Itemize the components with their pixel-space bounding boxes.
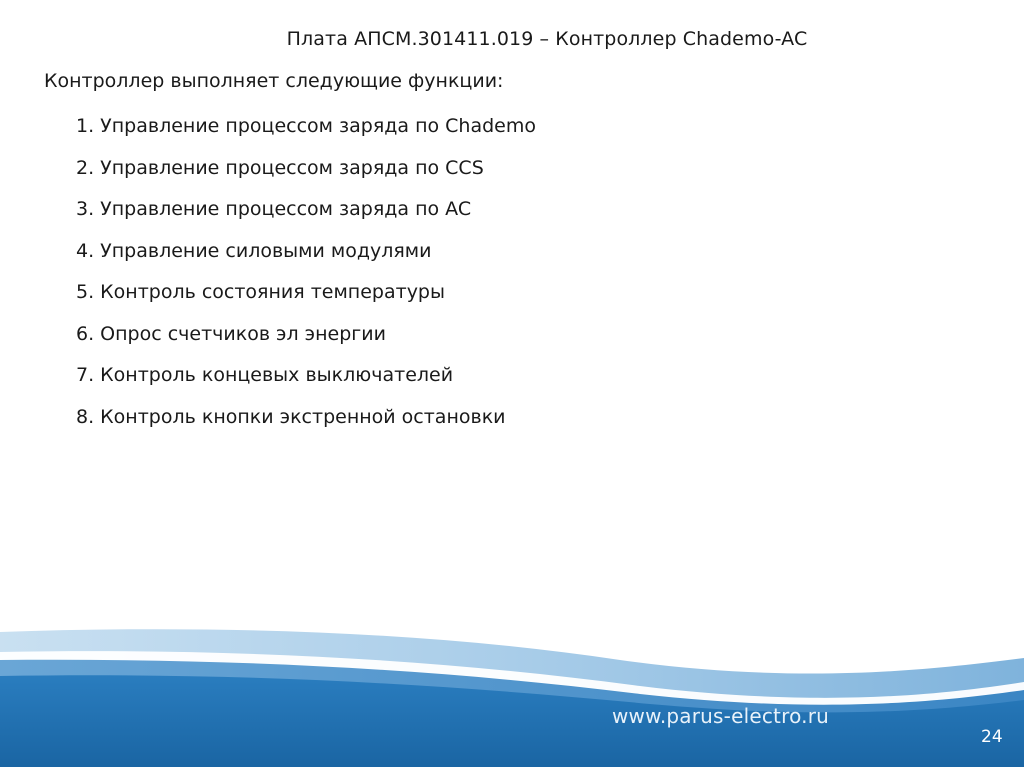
list-item: 2. Управление процессом заряда по CCS (76, 156, 484, 179)
intro-text: Контроллер выполняет следующие функции: (44, 70, 504, 92)
list-item: 8. Контроль кнопки экстренной остановки (76, 405, 506, 428)
list-item: 4. Управление силовыми модулями (76, 239, 432, 262)
website-link[interactable]: www.parus-electro.ru (612, 704, 830, 728)
list-item: 7. Контроль концевых выключателей (76, 364, 454, 386)
list-item: 5. Контроль состояния температуры (76, 281, 445, 303)
list-item: 3. Управление процессом заряда по AC (76, 198, 472, 220)
page-number: 24 (981, 727, 1003, 747)
footer-wave-banner (0, 600, 1024, 767)
list-item: 1. Управление процессом заряда по Chademo (76, 115, 536, 137)
function-list (76, 111, 536, 443)
footer-wave-graphic (0, 600, 1024, 767)
slide-title: Плата АПСМ.301411.019 – Контроллер Chademo-AC (286, 28, 808, 50)
list-item: 6. Опрос счетчиков эл энергии (76, 322, 386, 345)
